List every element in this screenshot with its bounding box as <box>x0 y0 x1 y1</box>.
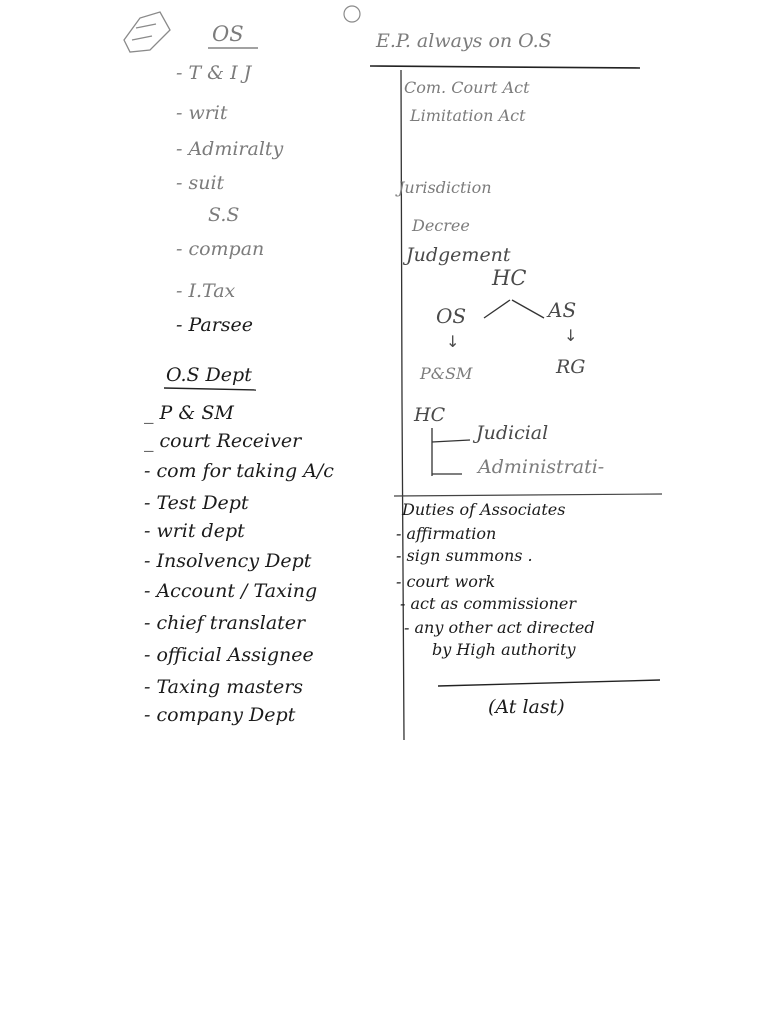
os-item: - I.Tax <box>176 280 236 302</box>
os-heading: OS <box>212 22 244 46</box>
dept-item: - writ dept <box>144 520 245 542</box>
topic-item: Judgement <box>406 244 511 266</box>
ep-heading: E.P. always on O.S <box>376 30 552 52</box>
dept-item: - Insolvency Dept <box>144 550 312 572</box>
duty-item: - any other act directed <box>404 618 595 637</box>
admin-label: Administrati- <box>478 456 605 478</box>
duty-item: by High authority <box>432 640 576 659</box>
dept-item: - Account / Taxing <box>144 580 318 602</box>
dept-item: - Taxing masters <box>144 676 304 698</box>
psm-label: P&SM <box>420 364 473 383</box>
duty-item: - act as commissioner <box>400 594 576 613</box>
act-item: Com. Court Act <box>404 78 530 97</box>
topic-item: Decree <box>412 216 470 235</box>
as-label: AS <box>548 298 577 322</box>
dept-item: - com for taking A/c <box>144 460 334 482</box>
os-item: - suit <box>176 172 225 194</box>
doodle-sketch <box>124 12 170 52</box>
os-item: - writ <box>176 102 228 124</box>
dept-item: - Test Dept <box>144 492 249 514</box>
os-item: - Parsee <box>176 314 254 336</box>
os-dept-heading: O.S Dept <box>166 364 252 386</box>
branch-left <box>484 300 510 318</box>
duties-divider <box>394 494 662 496</box>
dept-item: - official Assignee <box>144 644 314 666</box>
os-label: OS <box>436 304 467 328</box>
branch-right <box>512 300 544 318</box>
hc2-label: HC <box>414 404 446 426</box>
judicial-label: Judicial <box>476 422 549 444</box>
os-item: - T & I J <box>176 62 252 84</box>
hc-bracket <box>432 428 470 476</box>
column-divider <box>401 70 404 740</box>
os-item: - Admiralty <box>176 138 284 160</box>
duty-item: - court work <box>396 572 496 591</box>
dept-item: _ P & SM <box>144 402 234 424</box>
os-item: S.S <box>208 204 240 226</box>
arrow-down-icon: ↓ <box>564 326 578 345</box>
header-divider <box>370 66 640 68</box>
os-dept-underline <box>164 388 256 390</box>
arrow-down-icon: ↓ <box>446 332 460 351</box>
duties-heading: Duties of Associates <box>402 500 566 519</box>
hc-label: HC <box>492 266 527 290</box>
dept-item: - chief translater <box>144 612 306 634</box>
duty-item: - sign summons . <box>396 546 533 565</box>
os-item: - compan <box>176 238 265 260</box>
duty-item: - affirmation <box>396 524 497 543</box>
topic-item: Jurisdiction <box>398 178 492 197</box>
dept-item: - company Dept <box>144 704 296 726</box>
header-mark <box>344 6 360 22</box>
footer-divider <box>438 680 660 686</box>
footer-note: (At last) <box>488 696 565 718</box>
rg-label: RG <box>556 356 586 378</box>
act-item: Limitation Act <box>410 106 526 125</box>
dept-item: _ court Receiver <box>144 430 302 452</box>
